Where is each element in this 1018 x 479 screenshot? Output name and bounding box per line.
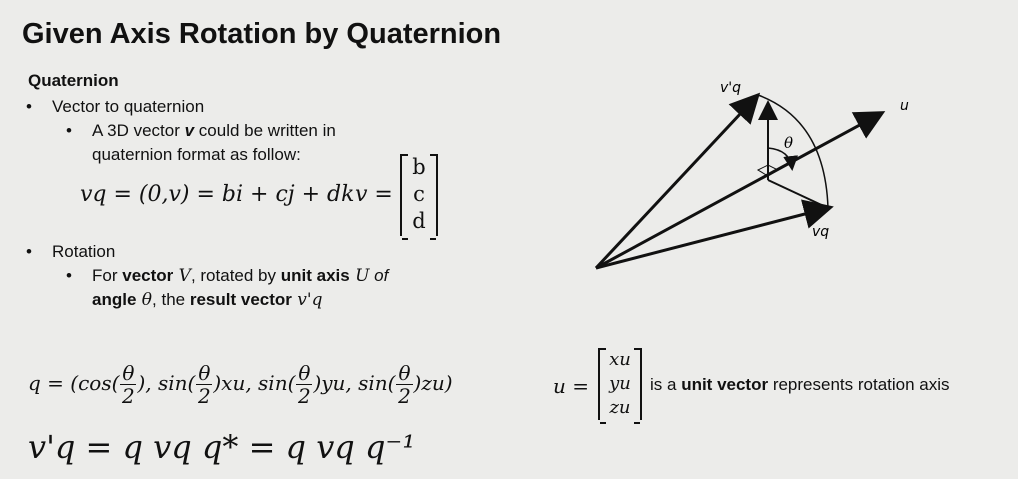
u-matrix — [598, 348, 642, 420]
u-equals: u = — [553, 374, 589, 398]
matrix-xu: xu — [609, 349, 631, 370]
u-arrow — [596, 114, 880, 268]
matrix-zu: zu — [609, 397, 631, 418]
matrix-c: c — [413, 182, 425, 206]
theta-over-2: $\frac{\theta}{2}$ — [122, 361, 135, 408]
theta-over-2: $\frac{\theta}{2}$ — [197, 361, 211, 408]
perp-to-vq — [768, 180, 828, 208]
bullet-dot: • — [26, 242, 32, 261]
vq-arrow — [596, 208, 828, 268]
vq-equation: vq = (0,v) = bi + cj + dk — [80, 182, 355, 207]
sub-bullet-3d-vector: • A 3D vector v could be written in quaternion format as follow: — [66, 121, 336, 164]
v-prime-arrow — [596, 97, 756, 268]
bullet-rotation: • Rotation — [52, 240, 115, 264]
label-u: u — [900, 98, 909, 114]
label-vq: vq — [812, 224, 830, 240]
v-equals: v = — [355, 182, 393, 207]
theta-over-2: $\frac{\theta}{2}$ — [298, 361, 311, 408]
theta-over-2: $\frac{\theta}{2}$ — [398, 361, 411, 408]
bullet-dot: • — [26, 97, 32, 116]
unit-vector-description: is a unit vector represents rotation axis — [650, 375, 950, 394]
sub-bullet-rotation-desc: • For vector V, rotated by unit axis U of angle θ, the result vector v'q — [66, 266, 389, 310]
section-heading: Quaternion — [28, 71, 119, 90]
matrix-b: b — [412, 155, 426, 179]
result-equation: v'q = q vq q* = q vq q⁻¹ — [28, 428, 416, 466]
q-equation: q = (cos( $\frac{\theta}{2}$ ), sin( $\frac{\theta}{2}$ )xu, sin( $\frac{\theta}{2}$ )yu, sin( $\frac{\theta}{2}$ )zu) — [28, 361, 453, 408]
matrix-yu: yu — [609, 373, 631, 394]
bullet-vector-to-quaternion: • Vector to quaternion — [52, 95, 204, 119]
label-v-prime: v'q — [720, 80, 742, 96]
rotation-diagram — [580, 70, 910, 280]
slide-title: Given Axis Rotation by Quaternion — [22, 18, 502, 50]
label-theta: θ — [784, 134, 794, 152]
matrix-d: d — [412, 209, 426, 233]
bullet-dot: • — [66, 266, 72, 285]
bullet-dot: • — [66, 121, 72, 140]
v-matrix — [400, 154, 438, 236]
